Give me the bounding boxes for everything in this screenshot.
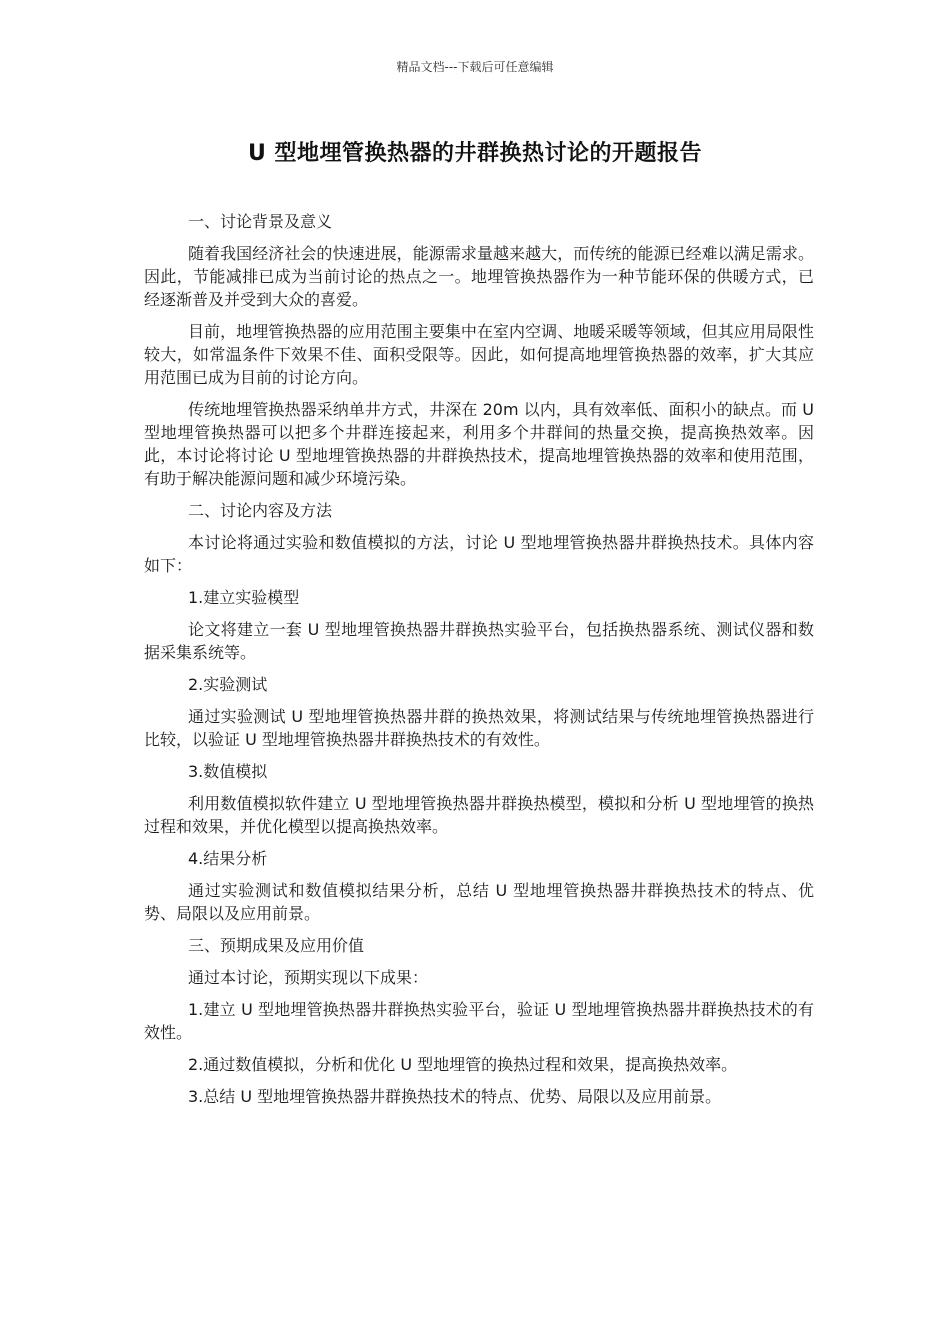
- subheading-experiment-test: 2.实验测试: [188, 675, 268, 694]
- paragraph-expected-intro: 通过本讨论，预期实现以下成果：: [188, 968, 429, 987]
- paragraph-result-analysis: 通过实验测试和数值模拟结果分析，总结 U 型地埋管换热器井群换热技术的特点、优势、局限以及应用前景。: [144, 881, 814, 923]
- section-heading-background: 一、讨论背景及意义: [188, 212, 333, 231]
- paragraph-background-1: 随着我国经济社会的快速进展，能源需求量越来越大，而传统的能源已经难以满足需求。因此，节能减排已成为当前讨论的热点之一。地埋管换热器作为一种节能环保的供暖方式，已经逐渐普及并受到大众的喜爱。: [144, 244, 814, 309]
- paragraph-content-intro: 本讨论将通过实验和数值模拟的方法，讨论 U 型地埋管换热器井群换热技术。具体内容如下：: [144, 533, 814, 575]
- subheading-numerical-simulation: 3.数值模拟: [188, 762, 268, 781]
- subheading-experiment-model: 1.建立实验模型: [188, 588, 300, 607]
- paragraph-experiment-test: 通过实验测试 U 型地埋管换热器井群的换热效果，将测试结果与传统地埋管换热器进行比较，以验证 U 型地埋管换热器井群换热技术的有效性。: [144, 707, 814, 749]
- section-heading-expected-results: 三、预期成果及应用价值: [188, 936, 365, 955]
- paragraph-expected-result-1: 1.建立 U 型地埋管换热器井群换热实验平台，验证 U 型地埋管换热器井群换热技术的有效性。: [144, 1000, 814, 1042]
- subheading-result-analysis: 4.结果分析: [188, 849, 268, 868]
- paragraph-expected-result-3: 3.总结 U 型地埋管换热器井群换热技术的特点、优势、局限以及应用前景。: [188, 1087, 722, 1106]
- section-heading-content-methods: 二、讨论内容及方法: [188, 501, 333, 520]
- paragraph-expected-result-2: 2.通过数值模拟，分析和优化 U 型地埋管的换热过程和效果，提高换热效率。: [188, 1055, 738, 1074]
- paragraph-background-3: 传统地埋管换热器采纳单井方式，井深在 20m 以内，具有效率低、面积小的缺点。而 U 型地埋管换热器可以把多个井群连接起来，利用多个井群间的热量交换，提高换热效率。因此，本讨论将讨论 U 型地埋管换热器的井群换热技术，提高地埋管换热器的效率和使用范围，有助于解决能源问题和减少环境污染。: [144, 400, 814, 488]
- document-title: U 型地埋管换热器的井群换热讨论的开题报告: [247, 141, 703, 166]
- header-note: 精品文档---下载后可任意编辑: [396, 60, 554, 74]
- paragraph-background-2: 目前，地埋管换热器的应用范围主要集中在室内空调、地暖采暖等领域，但其应用局限性较大，如常温条件下效果不佳、面积受限等。因此，如何提高地埋管换热器的效率，扩大其应用范围已成为目前的讨论方向。: [144, 322, 814, 387]
- paragraph-numerical-simulation: 利用数值模拟软件建立 U 型地埋管换热器井群换热模型，模拟和分析 U 型地埋管的换热过程和效果，并优化模型以提高换热效率。: [144, 794, 814, 836]
- paragraph-experiment-model: 论文将建立一套 U 型地埋管换热器井群换热实验平台，包括换热器系统、测试仪器和数据采集系统等。: [144, 620, 814, 662]
- document-body: [144, 210, 814, 1117]
